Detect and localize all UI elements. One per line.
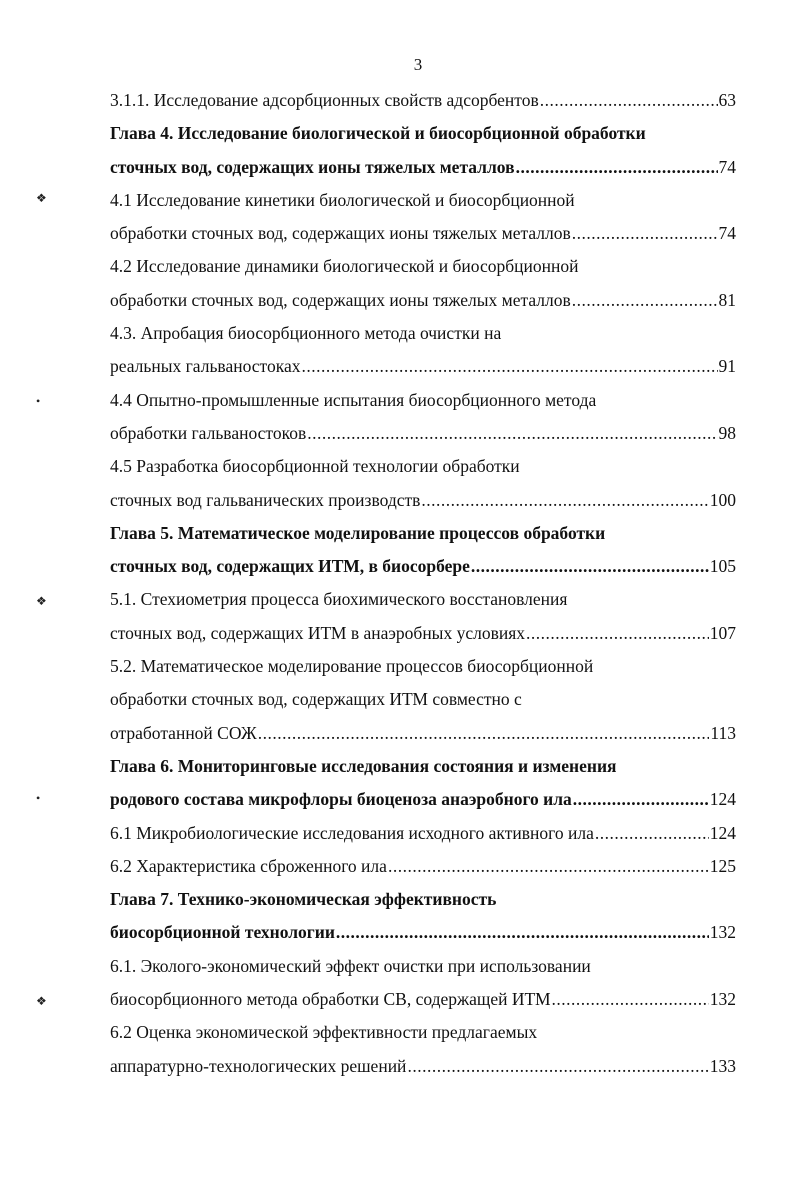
toc-entry-continued xyxy=(110,384,736,417)
dot-leader xyxy=(540,84,718,117)
toc-entry-title: аппаратурно-технологических решений xyxy=(110,1055,407,1076)
toc-entry xyxy=(110,550,736,583)
toc-entry-page: 74 xyxy=(718,223,736,244)
page-number: 3 xyxy=(413,55,423,74)
dot-leader xyxy=(388,850,709,883)
dot-leader xyxy=(595,817,709,850)
toc-entry xyxy=(110,350,736,383)
toc-entry-title: биосорбционного метода обработки СВ, содержащей ИТМ xyxy=(110,989,551,1010)
toc-entry-continued xyxy=(110,883,736,916)
toc-entry-continued xyxy=(110,650,736,683)
toc-entry-page: 100 xyxy=(709,489,736,510)
toc-entry-continued xyxy=(110,683,736,716)
toc-entry-title: сточных вод, содержащих ионы тяжелых металлов xyxy=(110,156,515,177)
toc-entry-page: 113 xyxy=(710,722,736,743)
margin-mark-icon: • xyxy=(36,791,41,805)
toc-entry-title: 5.1. Стехиометрия процесса биохимического восстановления xyxy=(110,589,568,610)
toc-entry xyxy=(110,484,736,517)
toc-entry-title: биосорбционной технологии xyxy=(110,922,335,943)
dot-leader xyxy=(573,783,709,816)
toc-entry xyxy=(110,850,736,883)
toc-entry-page: 107 xyxy=(709,622,736,643)
toc-entry-page: 63 xyxy=(718,90,736,110)
toc-entry-title: сточных вод, содержащих ИТМ в анаэробных условиях xyxy=(110,622,525,643)
toc-entry-title: 3.1.1. Исследование адсорбционных свойств адсорбентов xyxy=(110,90,539,110)
toc-entry-title: 4.3. Апробация биосорбционного метода очистки на xyxy=(110,323,502,344)
toc-entry-continued xyxy=(110,1016,736,1049)
dot-leader xyxy=(526,617,709,650)
toc-entry-continued xyxy=(110,450,736,483)
toc-entry-page: 132 xyxy=(709,989,736,1010)
dot-leader xyxy=(336,916,709,949)
margin-mark-icon: ❖ xyxy=(36,191,47,205)
toc-entry-page: 124 xyxy=(709,822,736,843)
dot-leader xyxy=(572,217,718,250)
toc-entry-title: Глава 5. Математическое моделирование процессов обработки xyxy=(110,522,606,543)
toc-entry-title: Глава 7. Технико-экономическая эффективность xyxy=(110,889,497,910)
toc-entry xyxy=(110,783,736,816)
toc-entry xyxy=(110,284,736,317)
toc-entry-page: 132 xyxy=(709,922,736,943)
toc-entry-title: 4.2 Исследование динамики биологической и биосорбционной xyxy=(110,256,579,277)
toc-entry xyxy=(110,617,736,650)
table-of-contents xyxy=(110,84,736,1083)
toc-entry xyxy=(110,916,736,949)
toc-entry-page: 105 xyxy=(709,556,736,577)
toc-entry-title: 4.4 Опытно-промышленные испытания биосорбционного метода xyxy=(110,389,597,410)
toc-entry-title: 6.2 Характеристика сброженного ила xyxy=(110,855,387,876)
toc-entry-title: Глава 4. Исследование биологической и биосорбционной обработки xyxy=(110,123,646,144)
toc-entry xyxy=(110,151,736,184)
toc-entry-title: 6.1. Эколого-экономический эффект очистки при использовании xyxy=(110,955,591,976)
toc-entry xyxy=(110,983,736,1016)
dot-leader xyxy=(421,484,708,517)
toc-entry xyxy=(110,417,736,450)
toc-entry-page: 125 xyxy=(709,855,736,876)
toc-entry-title: обработки сточных вод, содержащих ионы тяжелых металлов xyxy=(110,223,571,244)
toc-entry-continued xyxy=(110,117,736,150)
toc-entry-title: сточных вод гальванических производств xyxy=(110,489,421,510)
toc-entry xyxy=(110,217,736,250)
toc-entry-title: 4.1 Исследование кинетики биологической и биосорбционной xyxy=(110,189,575,210)
dot-leader xyxy=(552,983,709,1016)
dot-leader xyxy=(471,550,709,583)
toc-entry-continued xyxy=(110,950,736,983)
toc-entry xyxy=(110,717,736,750)
toc-entry-page: 91 xyxy=(718,356,736,377)
toc-entry-title: 4.5 Разработка биосорбционной технологии обработки xyxy=(110,456,520,477)
toc-entry-continued xyxy=(110,517,736,550)
toc-entry-page: 124 xyxy=(709,789,736,810)
toc-entry-title: обработки сточных вод, содержащих ИТМ совместно с xyxy=(110,689,522,710)
toc-entry-title: обработки сточных вод, содержащих ионы тяжелых металлов xyxy=(110,289,571,310)
toc-entry-continued xyxy=(110,250,736,283)
toc-entry-page: 74 xyxy=(718,156,736,177)
toc-entry-continued xyxy=(110,184,736,217)
toc-entry xyxy=(110,817,736,850)
toc-entry-title: обработки гальваностоков xyxy=(110,422,307,443)
toc-entry-title: 5.2. Математическое моделирование процессов биосорбционной xyxy=(110,656,594,677)
toc-entry-title: 6.2 Оценка экономической эффективности предлагаемых xyxy=(110,1022,538,1043)
dot-leader xyxy=(258,717,710,750)
toc-entry-title: сточных вод, содержащих ИТМ, в биосорбере xyxy=(110,556,470,577)
dot-leader xyxy=(307,417,717,450)
toc-entry-page: 81 xyxy=(718,289,736,310)
margin-mark-icon: ❖ xyxy=(36,594,47,608)
dot-leader xyxy=(407,1050,708,1083)
toc-entry-title: 6.1 Микробиологические исследования исходного активного ила xyxy=(110,822,594,843)
toc-entry-title: родового состава микрофлоры биоценоза анаэробного ила xyxy=(110,789,572,810)
toc-entry-continued xyxy=(110,750,736,783)
toc-entry-page: 98 xyxy=(718,422,736,443)
dot-leader xyxy=(572,284,718,317)
toc-entry xyxy=(110,84,736,117)
margin-mark-icon: • xyxy=(36,394,41,408)
toc-entry-continued xyxy=(110,317,736,350)
toc-entry-continued xyxy=(110,583,736,616)
toc-entry-title: Глава 6. Мониторинговые исследования состояния и изменения xyxy=(110,755,617,776)
toc-entry xyxy=(110,1050,736,1083)
margin-mark-icon: ❖ xyxy=(36,994,47,1008)
dot-leader xyxy=(301,350,717,383)
toc-entry-title: реальных гальваностоках xyxy=(110,356,301,377)
toc-entry-title: отработанной СОЖ xyxy=(110,722,257,743)
toc-entry-page: 133 xyxy=(709,1055,736,1076)
dot-leader xyxy=(516,151,718,184)
